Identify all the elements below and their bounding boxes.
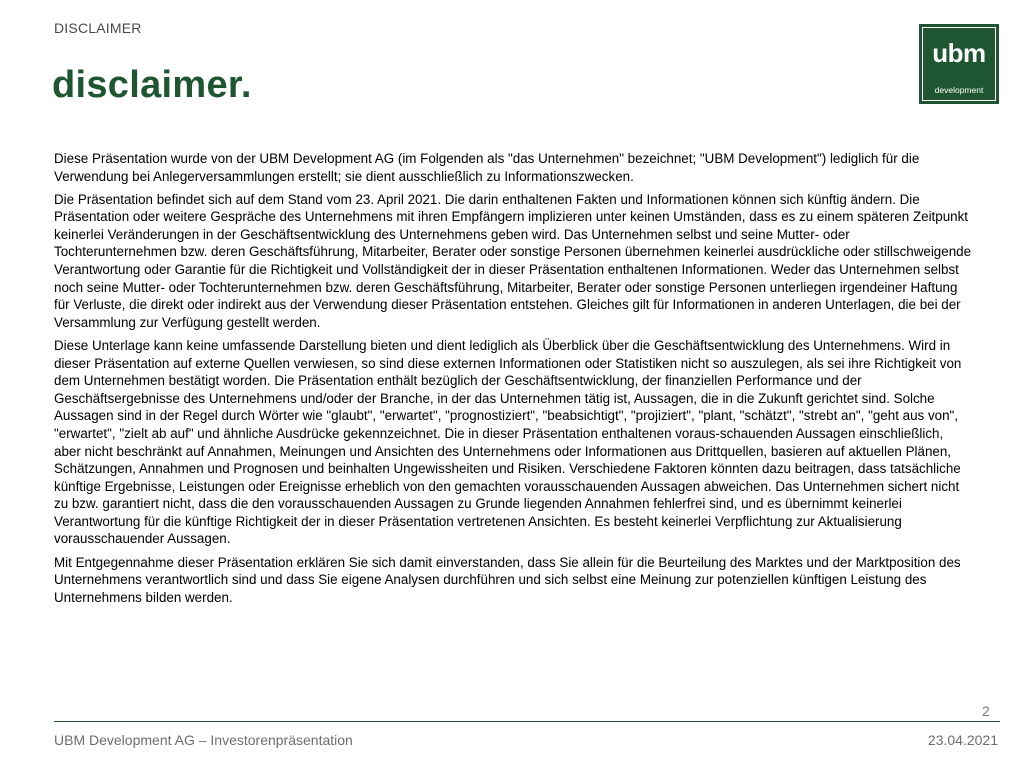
company-logo [919,24,999,104]
disclaimer-paragraph: Diese Präsentation wurde von der UBM Development AG (im Folgenden als "das Unternehmen" bezeichnet; "UBM Development") lediglich für die Verwendung bei Anlegerversammlungen erstellt; sie dient ausschließlich zu Informationszwecken. [54,151,920,184]
footer-company-label: UBM Development AG – Investorenpräsentation [54,732,353,748]
section-label: DISCLAIMER [54,20,142,36]
disclaimer-paragraph: Diese Unterlage kann keine umfassende Darstellung bieten und dient lediglich als Überblick über die Geschäftsentwicklung des Unternehmens. Wird in dieser Präsentation auf externe Quellen verwiesen, so sind diese externen Informationen oder Statistiken nicht so auszulegen, als sei ihre Richtigkeit von dem Unternehmen bestätigt worden. Die Präsentation enthält bezüglich der Geschäftsentwicklung, der finanziellen Performance und der Geschäftsergebnisse des Unternehmens und/oder der Branche, in der das Unternehmen tätig ist, Aussagen, die in die Zukunft gerichtet sind. Solche Aussagen sind in der Regel durch Wörter wie "glaubt", "erwartet", "prognostiziert", "beabsichtigt", "projiziert", "plant, "schätzt", "strebt an", "geht aus von", "erwartet", "zielt ab auf" und ähnliche Ausdrücke gekennzeichnet. Die in dieser Präsentation enthaltenen voraus-schauenden Aussagen einschließlich, aber nicht beschränkt auf Annahmen, Meinungen und Ansichten des Unternehmens oder Informationen aus Drittquellen, basieren auf aktuellen Plänen, Schätzungen, Annahmen und Prognosen und beinhalten Ungewissheiten und Risiken. Verschiedene Faktoren könnten dazu beitragen, dass tatsächliche künftige Ergebnisse, Leistungen oder Ereignisse erheblich von den gemachten vorausschauenden Aussagen abweichen. Das Unternehmen sichert nicht zu bzw. garantiert nicht, dass die den vorausschauenden Aussagen zu Grunde liegenden Annahmen fehlerfrei sind, und es übernimmt keinerlei Verantwortung für die künftige Richtigkeit der in dieser Präsentation vertretenen Ansichten. Es besteht keinerlei Verpflichtung zur Aktualisierung vorausschauender Aussagen. [54,337,962,547]
logo-mark: ubm [932,38,986,68]
logo-subtitle: development [934,85,984,95]
page-number: 2 [982,703,990,719]
disclaimer-body [54,150,972,612]
disclaimer-paragraph: Mit Entgegennahme dieser Präsentation erklären Sie sich damit einverstanden, dass Sie allein für die Beurteilung des Marktes und der Marktposition des Unternehmens verantwortlich sind und dass Sie eigene Analysen durchführen und sich selbst eine Meinung zur potenziellen künftigen Leistung des Unternehmens bilden werden. [54,554,961,605]
page-title: disclaimer. [52,64,252,106]
logo-frame [922,27,996,101]
footer-date: 23.04.2021 [927,732,998,748]
footer-divider [54,721,1000,722]
disclaimer-paragraph: Die Präsentation befindet sich auf dem Stand vom 23. April 2021. Die darin enthaltenen Fakten und Informationen können sich künftig ändern. Die Präsentation oder weitere Gespräche des Unternehmens mit ihren Empfängern implizieren unter keinen Umständen, dass es zu einem späteren Zeitpunkt keinerlei Veränderungen in der Geschäftsentwicklung des Unternehmens geben wird. Das Unternehmen selbst und seine Mutter- oder Tochterunternehmen bzw. deren Geschäftsführung, Mitarbeiter, Berater oder sonstige Personen übernehmen keinerlei ausdrückliche oder stillschweigende Verantwortung oder Garantie für die Richtigkeit und Vollständigkeit der in dieser Präsentation enthaltenen Informationen. Weder das Unternehmen selbst noch seine Mutter- oder Tochterunternehmen bzw. deren Geschäftsführung, Mitarbeiter, Berater oder sonstige Personen unterliegen irgendeiner Haftung für Verluste, die direkt oder indirekt aus der Verwendung dieser Präsentation entstehen. Gleiches gilt für Informationen in anderen Unterlagen, die bei der Versammlung zur Verfügung gestellt werden. [54,191,972,330]
